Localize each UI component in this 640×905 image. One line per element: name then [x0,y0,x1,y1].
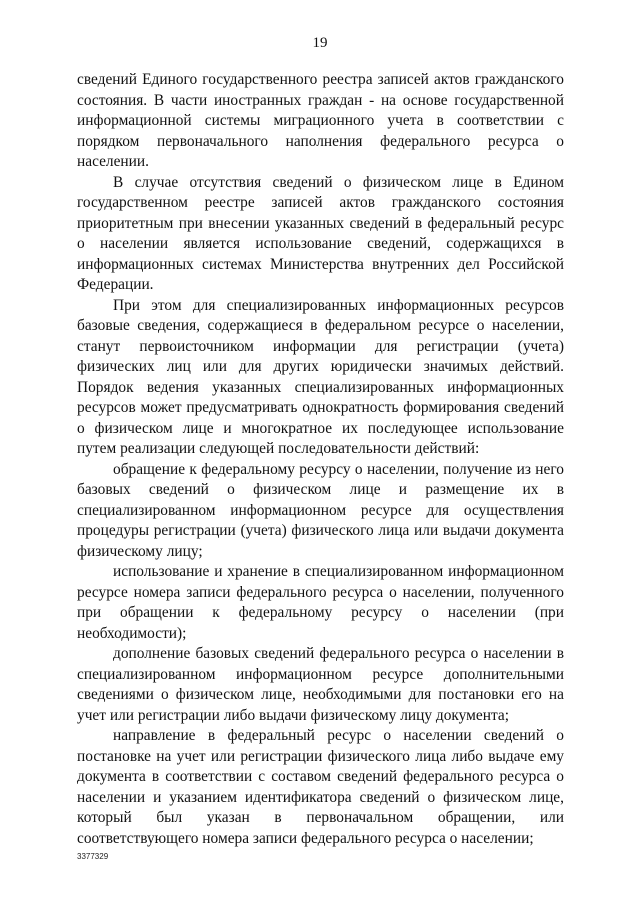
paragraph-4: обращение к федеральному ресурсу о населении, получение из него базовых сведений о физическом лице и размещение их в специализированном информационном ресурсе для осуществления процедуры регистрации (учета) физического лица или выдачи документа физическому лицу; [77,460,564,560]
paragraph-7: направление в федеральный ресурс о населении сведений о постановке на учет или регистрации физического лица либо выдаче ему документа в соответствии с составом сведений федерального ресурса о населении и указанием идентификатора сведений о физическом лице, который был указан в первоначальном обращении, или соответствующего номера записи федерального ресурса о населении; [77,727,564,847]
paragraph-6: дополнение базовых сведений федерального ресурса о населении в специализированном информационном ресурсе дополнительными сведениями о физическом лице, необходимыми для постановки его на учет или регистрации либо выдачи физическому лицу документа; [77,645,564,724]
paragraph-2: В случае отсутствия сведений о физическом лице в Едином государственном реестре записей актов гражданского состояния приоритетным при внесении указанных сведений в федеральный ресурс о населении является использование сведений, содержащихся в информационных системах Министерства внутренних дел Российской Федерации. [77,173,564,293]
page-number: 19 [312,35,328,51]
paragraph-5: использование и хранение в специализированном информационном ресурсе номера записи федерального ресурса о населении, полученного при обращении к федеральному ресурсу о населении (при необходимости); [77,563,564,642]
document-body [77,70,564,849]
document-code: 3377329 [77,852,109,861]
paragraph-1: сведений Единого государственного реестра записей актов гражданского состояния. В части иностранных граждан - на основе государственной информационной системы миграционного учета в соответствии с порядком первоначального наполнения федерального ресурса о населении. [77,71,564,170]
paragraph-3: При этом для специализированных информационных ресурсов базовые сведения, содержащиеся в федеральном ресурсе о населении, станут первоисточником информации для регистрации (учета) физических лиц или для других юридически значимых действий. Порядок ведения указанных специализированных информационных ресурсов может предусматривать однократность формирования сведений о физическом лице и многократное их последующее использование путем реализации следующей последовательности действий: [77,296,564,457]
